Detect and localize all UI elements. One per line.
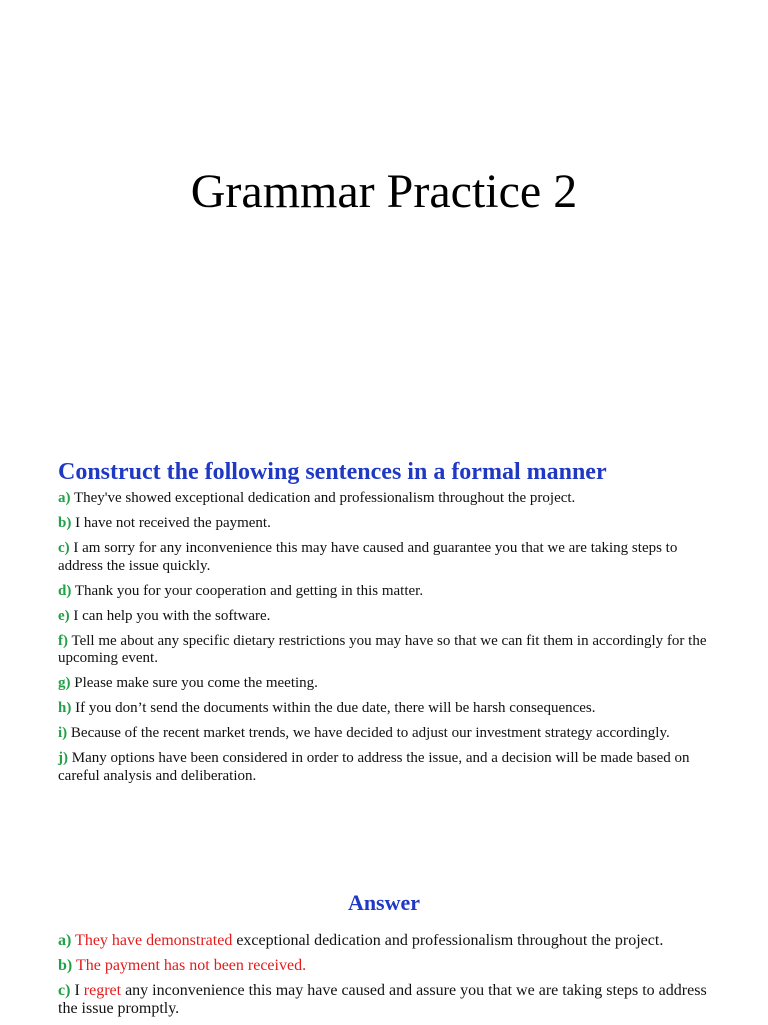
question-text: Many options have been considered in order to address the issue, and a decision will be made based on careful analysis and deliberation. [58, 750, 690, 784]
question-text: If you don’t send the documents within the due date, there will be harsh consequences. [75, 700, 596, 716]
item-letter: b) [58, 957, 73, 974]
question-text: They've showed exceptional dedication and professionalism throughout the project. [73, 490, 576, 506]
answer-item-c [58, 982, 718, 1018]
item-letter: b) [58, 515, 72, 531]
exercise-heading: Construct the following sentences in a formal manner [58, 459, 607, 485]
item-letter: a) [58, 932, 72, 949]
item-letter: f) [58, 632, 68, 649]
question-text: Tell me about any specific dietary restrictions you may have so that we can fit them in accordingly for the upcoming event. [58, 632, 707, 666]
question-text: Please make sure you come the meeting. [74, 675, 318, 691]
item-letter: c) [58, 540, 70, 556]
question-text: I am sorry for any inconvenience this may have caused and guarantee you that we are taking steps to address the issue quickly. [58, 540, 678, 574]
answer-list [58, 932, 718, 1025]
item-letter: c) [58, 982, 71, 999]
question-item-f [58, 633, 718, 668]
question-item-d [58, 583, 718, 601]
item-letter: g) [58, 675, 71, 691]
question-text: Thank you for your cooperation and getting in this matter. [74, 582, 424, 599]
question-text: I have not received the payment. [75, 515, 271, 531]
page-title: Grammar Practice 2 [190, 165, 578, 218]
item-letter: h) [58, 700, 72, 716]
answer-text: I [74, 982, 84, 999]
answer-text: exceptional dedication and professionalism throughout the project. [232, 932, 664, 949]
item-letter: i) [58, 725, 68, 741]
question-text: Because of the recent market trends, we have decided to adjust our investment strategy accordingly. [70, 725, 670, 741]
item-letter: e) [58, 607, 70, 624]
question-item-b [58, 515, 718, 533]
item-letter: a) [58, 490, 71, 506]
question-list [58, 490, 718, 793]
answer-heading: Answer [347, 890, 421, 915]
answer-item-b [58, 957, 718, 975]
question-item-e [58, 608, 718, 626]
question-item-c [58, 540, 718, 575]
question-item-a [58, 490, 718, 508]
answer-text: any inconvenience this may have caused and assure you that we are taking steps to address the issue promptly. [58, 982, 707, 1017]
question-item-h [58, 700, 718, 718]
item-letter: j) [58, 750, 68, 766]
question-item-j [58, 750, 718, 785]
question-text: I can help you with the software. [73, 607, 271, 624]
answer-item-a [58, 932, 718, 950]
item-letter: d) [58, 582, 72, 599]
answer-highlight: The payment has not been received. [75, 957, 307, 974]
question-item-g [58, 675, 718, 693]
question-item-i [58, 725, 718, 743]
answer-highlight: They have demonstrated [75, 932, 233, 949]
answer-highlight: regret [83, 982, 122, 999]
